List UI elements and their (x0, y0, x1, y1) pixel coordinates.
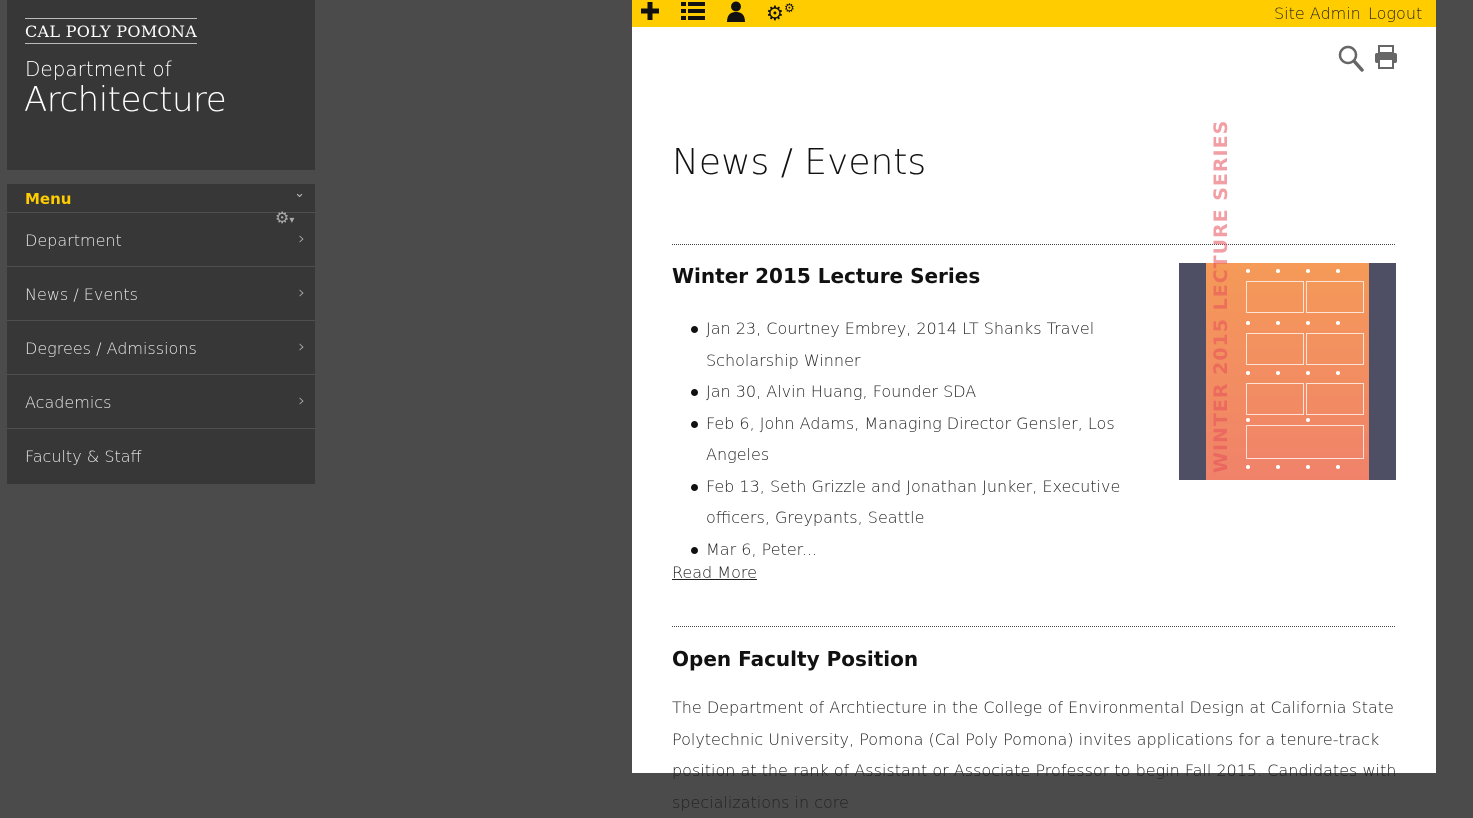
poster-dot (1246, 371, 1250, 375)
poster-block (1246, 333, 1304, 365)
sidebar-item-degrees-admissions[interactable] (7, 321, 315, 375)
article-body: The Department of Archtiecture in the College of Environmental Design at California State Polytechnic University, Pomona (Cal Poly Pomona) invites applications for a tenure-track position at the rank of Assistant or Associate Professor to begin Fall 2015. Candidates with specializations in core (672, 698, 1397, 812)
poster-dot (1246, 418, 1250, 422)
poster-block (1246, 425, 1364, 459)
poster-dot (1306, 465, 1310, 469)
poster-dot (1306, 418, 1310, 422)
sidebar-item-label: Department (25, 231, 122, 250)
logout-link[interactable]: Logout (1368, 4, 1423, 23)
list-icon[interactable] (681, 1, 705, 26)
sidebar-item-faculty-staff[interactable] (7, 429, 315, 484)
read-more-link[interactable]: Read More (672, 563, 757, 582)
poster-dot (1276, 321, 1280, 325)
menu-header[interactable] (7, 184, 315, 213)
lecture-list (672, 313, 1142, 565)
poster-block (1246, 281, 1304, 313)
gear-dropdown-icon[interactable]: ⚙▾ (275, 208, 295, 227)
admin-toolbar (632, 0, 1436, 27)
poster-block (1246, 383, 1304, 415)
poster-dot (1336, 371, 1340, 375)
sidebar-item-label: Faculty & Staff (25, 447, 142, 466)
sidebar-item-news-events[interactable] (7, 267, 315, 321)
chevron-right-icon: › (298, 337, 305, 357)
university-name: CAL POLY POMONA (25, 18, 197, 44)
page-title: News / Events (672, 142, 927, 183)
sidebar-item-label: Academics (25, 393, 112, 412)
poster-block (1306, 281, 1364, 313)
list-item: Feb 13, Seth Grizzle and Jonathan Junker, Executive officers, Greypants, Seattle (672, 471, 1142, 534)
poster-dot (1276, 269, 1280, 273)
list-item: Jan 23, Courtney Embrey, 2014 LT Shanks Travel Scholarship Winner (672, 313, 1142, 376)
plus-icon[interactable] (640, 1, 660, 26)
poster-vertical-text: WINTER 2015 LECTURE SERIES (1210, 119, 1232, 473)
chevron-down-icon[interactable]: ⌄ (294, 186, 305, 201)
site-branding[interactable] (7, 0, 315, 170)
sidebar-menu (7, 184, 315, 484)
poster-dot (1246, 269, 1250, 273)
sidebar-item-academics[interactable] (7, 375, 315, 429)
poster-dot (1336, 465, 1340, 469)
gears-icon[interactable]: ⚙⚙ (766, 1, 795, 25)
poster-dot (1246, 465, 1250, 469)
list-item: Jan 30, Alvin Huang, Founder SDA (672, 376, 1142, 408)
content-panel (632, 0, 1436, 812)
chevron-right-icon: › (298, 229, 305, 249)
sidebar-item-label: Degrees / Admissions (25, 339, 197, 358)
divider (672, 244, 1395, 245)
site-admin-link[interactable]: Site Admin (1274, 4, 1361, 23)
divider (672, 626, 1395, 627)
poster-dot (1336, 321, 1340, 325)
poster-dot (1246, 321, 1250, 325)
poster-dot (1306, 321, 1310, 325)
user-icon[interactable] (726, 1, 746, 27)
sidebar-item-label: News / Events (25, 285, 138, 304)
chevron-right-icon: › (298, 391, 305, 411)
sidebar-item-department[interactable] (7, 213, 315, 267)
article-title[interactable]: Winter 2015 Lecture Series (672, 264, 981, 288)
poster-dot (1336, 269, 1340, 273)
search-icon[interactable] (1338, 44, 1364, 76)
poster-dot (1276, 371, 1280, 375)
print-icon[interactable] (1374, 44, 1398, 74)
poster-dot (1276, 465, 1280, 469)
poster-block (1306, 383, 1364, 415)
lecture-series-poster[interactable] (1179, 119, 1396, 480)
menu-title: Menu (25, 190, 72, 208)
list-item: Feb 6, John Adams, Managing Director Gensler, Los Angeles (672, 408, 1142, 471)
chevron-right-icon: › (298, 283, 305, 303)
department-name: Architecture (24, 80, 227, 120)
poster-dot (1306, 269, 1310, 273)
department-of-label: Department of (25, 57, 172, 81)
list-item: Mar 6, Peter... (672, 534, 1142, 566)
poster-block (1306, 333, 1364, 365)
poster-dot (1306, 371, 1310, 375)
article-title[interactable]: Open Faculty Position (672, 647, 919, 671)
poster-artwork (1206, 119, 1369, 480)
